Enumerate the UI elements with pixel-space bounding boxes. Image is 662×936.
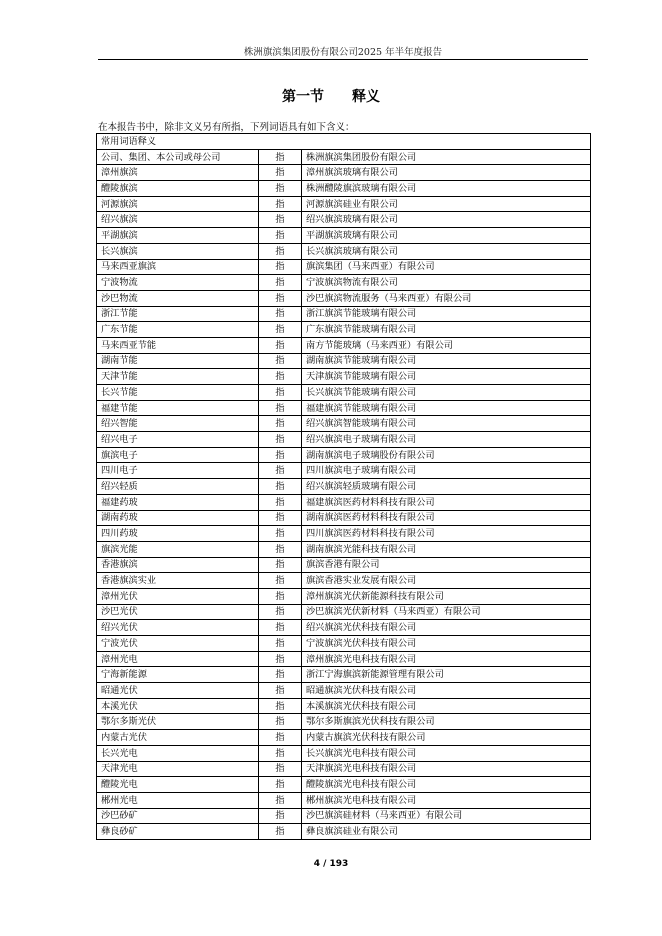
term-cell: 沙巴砂矿 xyxy=(97,808,259,824)
table-row xyxy=(97,730,591,746)
definitions-table-body xyxy=(97,134,591,840)
meaning-cell: 株洲醴陵旗滨玻璃有限公司 xyxy=(302,181,591,197)
meaning-cell: 内蒙古旗滨光伏科技有限公司 xyxy=(302,730,591,746)
table-heading: 常用词语释义 xyxy=(97,134,591,150)
refers-to-cell: 指 xyxy=(259,385,302,401)
meaning-cell: 福建旗滨节能玻璃有限公司 xyxy=(302,400,591,416)
refers-to-cell: 指 xyxy=(259,573,302,589)
table-row xyxy=(97,620,591,636)
refers-to-cell: 指 xyxy=(259,322,302,338)
term-cell: 公司、集团、本公司或母公司 xyxy=(97,149,259,165)
term-cell: 湖南药玻 xyxy=(97,510,259,526)
refers-to-cell: 指 xyxy=(259,228,302,244)
refers-to-cell: 指 xyxy=(259,290,302,306)
table-row xyxy=(97,745,591,761)
table-row xyxy=(97,651,591,667)
term-cell: 浙江节能 xyxy=(97,306,259,322)
meaning-cell: 河源旗滨硅业有限公司 xyxy=(302,196,591,212)
section-name: 释义 xyxy=(352,89,380,105)
table-row xyxy=(97,447,591,463)
meaning-cell: 沙巴旗滨光伏新材料（马来西亚）有限公司 xyxy=(302,604,591,620)
table-row xyxy=(97,181,591,197)
table-row xyxy=(97,259,591,275)
meaning-cell: 旗滨香港有限公司 xyxy=(302,557,591,573)
table-row xyxy=(97,698,591,714)
term-cell: 长兴光电 xyxy=(97,745,259,761)
term-cell: 沙巴光伏 xyxy=(97,604,259,620)
meaning-cell: 绍兴旗滨光伏科技有限公司 xyxy=(302,620,591,636)
refers-to-cell: 指 xyxy=(259,651,302,667)
refers-to-cell: 指 xyxy=(259,761,302,777)
term-cell: 广东节能 xyxy=(97,322,259,338)
term-cell: 马来西亚节能 xyxy=(97,337,259,353)
refers-to-cell: 指 xyxy=(259,447,302,463)
page-number: 4 / 193 xyxy=(313,859,349,869)
refers-to-cell: 指 xyxy=(259,510,302,526)
term-cell: 内蒙古光伏 xyxy=(97,730,259,746)
term-cell: 平湖旗滨 xyxy=(97,228,259,244)
term-cell: 长兴旗滨 xyxy=(97,243,259,259)
meaning-cell: 长兴旗滨节能玻璃有限公司 xyxy=(302,385,591,401)
term-cell: 马来西亚旗滨 xyxy=(97,259,259,275)
term-cell: 天津光电 xyxy=(97,761,259,777)
table-row xyxy=(97,432,591,448)
meaning-cell: 沙巴旗滨物流服务（马来西亚）有限公司 xyxy=(302,290,591,306)
refers-to-cell: 指 xyxy=(259,165,302,181)
table-row xyxy=(97,604,591,620)
definitions-table xyxy=(96,133,591,840)
term-cell: 湖南节能 xyxy=(97,353,259,369)
meaning-cell: 长兴旗滨光电科技有限公司 xyxy=(302,745,591,761)
refers-to-cell: 指 xyxy=(259,792,302,808)
meaning-cell: 绍兴旗滨玻璃有限公司 xyxy=(302,212,591,228)
meaning-cell: 浙江旗滨节能玻璃有限公司 xyxy=(302,306,591,322)
term-cell: 长兴节能 xyxy=(97,385,259,401)
table-row xyxy=(97,369,591,385)
meaning-cell: 醴陵旗滨光电科技有限公司 xyxy=(302,777,591,793)
term-cell: 醴陵光电 xyxy=(97,777,259,793)
meaning-cell: 南方节能玻璃（马来西亚）有限公司 xyxy=(302,337,591,353)
term-cell: 沙巴物流 xyxy=(97,290,259,306)
term-cell: 四川药玻 xyxy=(97,526,259,542)
term-cell: 香港旗滨 xyxy=(97,557,259,573)
meaning-cell: 湖南旗滨光能科技有限公司 xyxy=(302,541,591,557)
term-cell: 福建节能 xyxy=(97,400,259,416)
header-divider xyxy=(98,59,588,60)
table-row xyxy=(97,824,591,840)
term-cell: 旗滨光能 xyxy=(97,541,259,557)
table-row xyxy=(97,573,591,589)
table-row xyxy=(97,463,591,479)
term-cell: 宁波物流 xyxy=(97,275,259,291)
table-row xyxy=(97,165,591,181)
refers-to-cell: 指 xyxy=(259,541,302,557)
table-row xyxy=(97,792,591,808)
meaning-cell: 宁波旗滨光伏科技有限公司 xyxy=(302,636,591,652)
meaning-cell: 广东旗滨节能玻璃有限公司 xyxy=(302,322,591,338)
table-row xyxy=(97,243,591,259)
term-cell: 郴州光电 xyxy=(97,792,259,808)
table-row xyxy=(97,667,591,683)
meaning-cell: 湖南旗滨节能玻璃有限公司 xyxy=(302,353,591,369)
meaning-cell: 福建旗滨医药材料科技有限公司 xyxy=(302,494,591,510)
meaning-cell: 旗滨集团（马来西亚）有限公司 xyxy=(302,259,591,275)
refers-to-cell: 指 xyxy=(259,369,302,385)
refers-to-cell: 指 xyxy=(259,683,302,699)
refers-to-cell: 指 xyxy=(259,604,302,620)
refers-to-cell: 指 xyxy=(259,212,302,228)
table-row xyxy=(97,196,591,212)
refers-to-cell: 指 xyxy=(259,400,302,416)
term-cell: 宁波光伏 xyxy=(97,636,259,652)
meaning-cell: 湖南旗滨医药材料科技有限公司 xyxy=(302,510,591,526)
refers-to-cell: 指 xyxy=(259,714,302,730)
table-row xyxy=(97,714,591,730)
refers-to-cell: 指 xyxy=(259,557,302,573)
term-cell: 昭通光伏 xyxy=(97,683,259,699)
meaning-cell: 绍兴旗滨智能玻璃有限公司 xyxy=(302,416,591,432)
term-cell: 醴陵旗滨 xyxy=(97,181,259,197)
table-row xyxy=(97,306,591,322)
refers-to-cell: 指 xyxy=(259,777,302,793)
table-row xyxy=(97,337,591,353)
term-cell: 绍兴旗滨 xyxy=(97,212,259,228)
table-row xyxy=(97,400,591,416)
refers-to-cell: 指 xyxy=(259,745,302,761)
meaning-cell: 株洲旗滨集团股份有限公司 xyxy=(302,149,591,165)
refers-to-cell: 指 xyxy=(259,149,302,165)
refers-to-cell: 指 xyxy=(259,259,302,275)
table-row xyxy=(97,636,591,652)
section-number: 第一节 xyxy=(282,89,324,105)
term-cell: 香港旗滨实业 xyxy=(97,573,259,589)
meaning-cell: 本溪旗滨光伏科技有限公司 xyxy=(302,698,591,714)
table-heading-row xyxy=(97,134,591,150)
table-row xyxy=(97,526,591,542)
term-cell: 绍兴电子 xyxy=(97,432,259,448)
table-row xyxy=(97,149,591,165)
refers-to-cell: 指 xyxy=(259,181,302,197)
table-row xyxy=(97,479,591,495)
refers-to-cell: 指 xyxy=(259,416,302,432)
table-row xyxy=(97,588,591,604)
meaning-cell: 鄂尔多斯旗滨光伏科技有限公司 xyxy=(302,714,591,730)
table-row xyxy=(97,683,591,699)
meaning-cell: 昭通旗滨光伏科技有限公司 xyxy=(302,683,591,699)
refers-to-cell: 指 xyxy=(259,306,302,322)
term-cell: 绍兴轻质 xyxy=(97,479,259,495)
table-row xyxy=(97,228,591,244)
refers-to-cell: 指 xyxy=(259,432,302,448)
refers-to-cell: 指 xyxy=(259,667,302,683)
meaning-cell: 长兴旗滨玻璃有限公司 xyxy=(302,243,591,259)
refers-to-cell: 指 xyxy=(259,824,302,840)
meaning-cell: 旗滨香港实业发展有限公司 xyxy=(302,573,591,589)
table-row xyxy=(97,761,591,777)
term-cell: 宁海新能源 xyxy=(97,667,259,683)
intro-paragraph: 在本报告书中，除非文义另有所指，下列词语具有如下含义： xyxy=(98,122,355,133)
term-cell: 漳州光伏 xyxy=(97,588,259,604)
meaning-cell: 平湖旗滨玻璃有限公司 xyxy=(302,228,591,244)
term-cell: 旗滨电子 xyxy=(97,447,259,463)
term-cell: 鄂尔多斯光伏 xyxy=(97,714,259,730)
meaning-cell: 湖南旗滨电子玻璃股份有限公司 xyxy=(302,447,591,463)
table-row xyxy=(97,212,591,228)
refers-to-cell: 指 xyxy=(259,353,302,369)
meaning-cell: 彝良旗滨硅业有限公司 xyxy=(302,824,591,840)
table-row xyxy=(97,510,591,526)
refers-to-cell: 指 xyxy=(259,620,302,636)
refers-to-cell: 指 xyxy=(259,275,302,291)
table-row xyxy=(97,275,591,291)
meaning-cell: 天津旗滨光电科技有限公司 xyxy=(302,761,591,777)
refers-to-cell: 指 xyxy=(259,243,302,259)
refers-to-cell: 指 xyxy=(259,730,302,746)
table-row xyxy=(97,494,591,510)
term-cell: 本溪光伏 xyxy=(97,698,259,714)
table-row xyxy=(97,322,591,338)
table-row xyxy=(97,353,591,369)
refers-to-cell: 指 xyxy=(259,337,302,353)
meaning-cell: 漳州旗滨光电科技有限公司 xyxy=(302,651,591,667)
table-row xyxy=(97,541,591,557)
refers-to-cell: 指 xyxy=(259,698,302,714)
meaning-cell: 漳州旗滨玻璃有限公司 xyxy=(302,165,591,181)
meaning-cell: 四川旗滨医药材料科技有限公司 xyxy=(302,526,591,542)
meaning-cell: 沙巴旗滨硅材料（马来西亚）有限公司 xyxy=(302,808,591,824)
refers-to-cell: 指 xyxy=(259,526,302,542)
table-row xyxy=(97,808,591,824)
table-row xyxy=(97,557,591,573)
refers-to-cell: 指 xyxy=(259,808,302,824)
running-header: 株洲旗滨集团股份有限公司2025 年半年度报告 xyxy=(243,47,443,58)
meaning-cell: 天津旗滨节能玻璃有限公司 xyxy=(302,369,591,385)
term-cell: 河源旗滨 xyxy=(97,196,259,212)
refers-to-cell: 指 xyxy=(259,494,302,510)
term-cell: 绍兴智能 xyxy=(97,416,259,432)
term-cell: 绍兴光伏 xyxy=(97,620,259,636)
refers-to-cell: 指 xyxy=(259,196,302,212)
term-cell: 四川电子 xyxy=(97,463,259,479)
term-cell: 彝良砂矿 xyxy=(97,824,259,840)
term-cell: 漳州光电 xyxy=(97,651,259,667)
table-row xyxy=(97,416,591,432)
refers-to-cell: 指 xyxy=(259,463,302,479)
meaning-cell: 绍兴旗滨轻质玻璃有限公司 xyxy=(302,479,591,495)
meaning-cell: 四川旗滨电子玻璃有限公司 xyxy=(302,463,591,479)
meaning-cell: 郴州旗滨光电科技有限公司 xyxy=(302,792,591,808)
meaning-cell: 绍兴旗滨电子玻璃有限公司 xyxy=(302,432,591,448)
table-row xyxy=(97,385,591,401)
term-cell: 漳州旗滨 xyxy=(97,165,259,181)
meaning-cell: 漳州旗滨光伏新能源科技有限公司 xyxy=(302,588,591,604)
term-cell: 天津节能 xyxy=(97,369,259,385)
refers-to-cell: 指 xyxy=(259,636,302,652)
meaning-cell: 浙江宁海旗滨新能源管理有限公司 xyxy=(302,667,591,683)
term-cell: 福建药玻 xyxy=(97,494,259,510)
meaning-cell: 宁波旗滨物流有限公司 xyxy=(302,275,591,291)
table-row xyxy=(97,777,591,793)
refers-to-cell: 指 xyxy=(259,588,302,604)
refers-to-cell: 指 xyxy=(259,479,302,495)
table-row xyxy=(97,290,591,306)
section-title xyxy=(0,86,662,106)
